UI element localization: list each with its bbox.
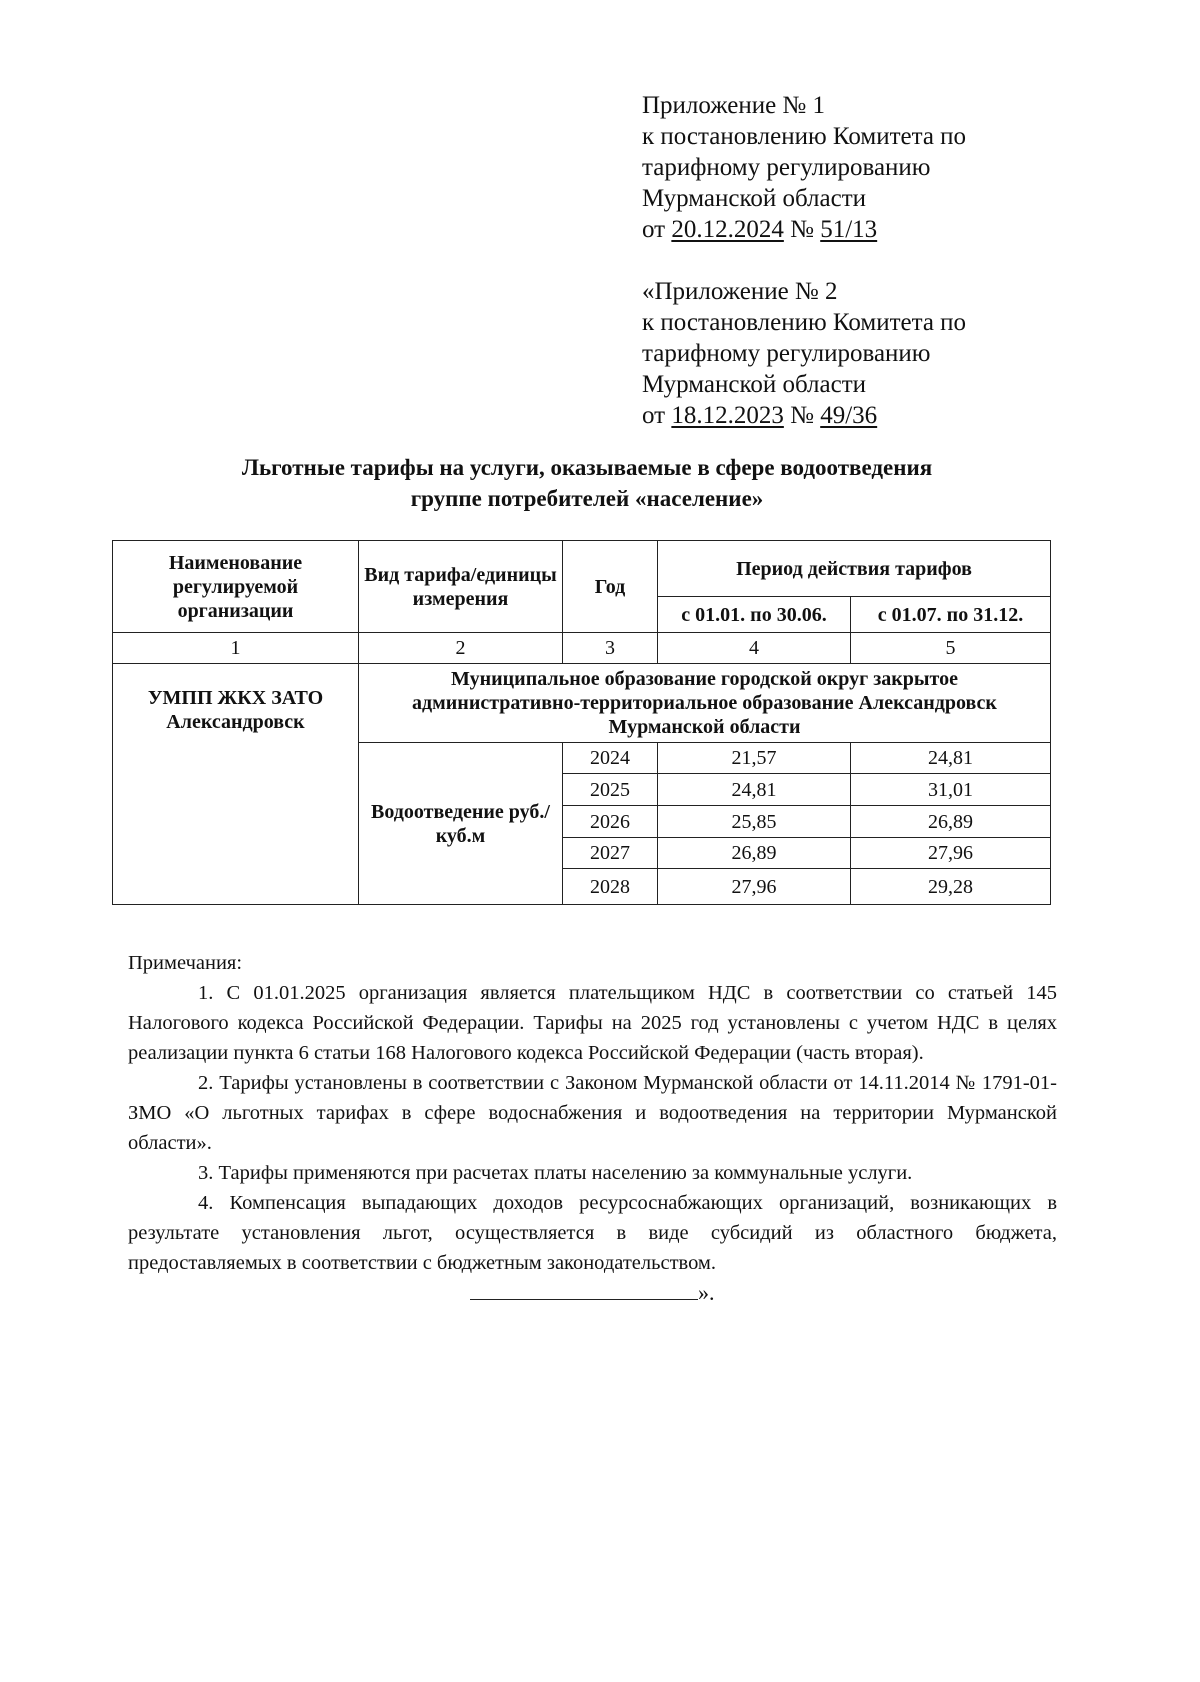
tariff-second-half: 29,28	[851, 869, 1051, 905]
note-item: 2. Тарифы установлены в соответствии с Законом Мурманской области от 14.11.2014 № 1791-01-ЗМО «О льготных тарифах в сфере водоснабжения и водоотведения на территории Мурманской области».	[128, 1072, 1057, 1154]
appendix-line: «Приложение № 2	[642, 278, 838, 305]
tariff-first-half: 26,89	[658, 838, 851, 869]
number-prefix: №	[783, 402, 821, 429]
note-item: 1. С 01.01.2025 организация является плательщиком НДС в соответствии со статьей 145 Налогового кодекса Российской Федерации. Тарифы на 2025 год установлены с учетом НДС в целях реализации пункта 6 статьи 168 Налогового кодекса Российской Федерации (часть вторая).	[128, 982, 1057, 1064]
year-cell: 2024	[563, 743, 658, 774]
notes-heading: Примечания:	[128, 952, 243, 974]
year-cell: 2025	[563, 774, 658, 806]
header-year: Год	[563, 541, 658, 633]
header-period: Период действия тарифов	[658, 541, 1051, 597]
title-line: группе потребителей «население»	[410, 486, 764, 511]
appendix-line: Мурманской области	[642, 185, 867, 212]
date-prefix: от	[642, 402, 672, 429]
appendix-line: тарифному регулированию	[642, 340, 931, 367]
appendix-line: к постановлению Комитета по	[642, 123, 967, 150]
appendix-line: тарифному регулированию	[642, 154, 931, 181]
appendix-date-line	[642, 214, 966, 245]
column-number: 1	[113, 633, 359, 664]
resolution-number: 51/13	[820, 216, 878, 243]
date-prefix: от	[642, 216, 672, 243]
tariff-second-half: 31,01	[851, 774, 1051, 806]
year-cell: 2027	[563, 838, 658, 869]
tariff-table	[112, 540, 1051, 905]
column-number: 5	[851, 633, 1051, 664]
closing-quote: ».	[698, 1280, 715, 1305]
municipality-name: Муниципальное образование городской округ закрытое административно-территориальное образование Александровск Мурманской области	[359, 664, 1051, 743]
header-second-half: с 01.07. по 31.12.	[851, 597, 1051, 633]
tariff-first-half: 27,96	[658, 869, 851, 905]
header-organization: Наименование регулируемой организации	[113, 541, 359, 633]
column-number: 3	[563, 633, 658, 664]
column-number: 2	[359, 633, 563, 664]
note-item: 3. Тарифы применяются при расчетах платы населению за коммунальные услуги.	[198, 1162, 913, 1184]
document-title	[112, 452, 1062, 514]
notes-section	[128, 948, 1057, 1278]
tariff-first-half: 21,57	[658, 743, 851, 774]
appendix-date-line	[642, 400, 966, 431]
year-cell: 2026	[563, 806, 658, 838]
tariff-first-half: 24,81	[658, 774, 851, 806]
appendix-line: к постановлению Комитета по	[642, 309, 967, 336]
tariff-second-half: 26,89	[851, 806, 1051, 838]
note-item: 4. Компенсация выпадающих доходов ресурсоснабжающих организаций, возникающих в результате установления льгот, осуществляется в виде субсидий из областного бюджета, предоставляемых в соответствии с бюджетным законодательством.	[128, 1192, 1057, 1274]
column-number: 4	[658, 633, 851, 664]
resolution-date: 20.12.2024	[671, 216, 784, 243]
appendix-2-block	[642, 276, 966, 431]
tariff-first-half: 25,85	[658, 806, 851, 838]
tariff-second-half: 24,81	[851, 743, 1051, 774]
service-type: Водоотведение руб./куб.м	[359, 743, 563, 905]
signature-rule	[470, 1281, 698, 1300]
appendix-line: Мурманской области	[642, 371, 867, 398]
appendix-line: Приложение № 1	[642, 92, 826, 119]
resolution-date: 18.12.2023	[671, 402, 784, 429]
header-tariff-type: Вид тарифа/единицы измерения	[359, 541, 563, 633]
closing-line	[470, 1280, 715, 1306]
title-line: Льготные тарифы на услуги, оказываемые в сфере водоотведения	[241, 455, 933, 480]
header-first-half: с 01.01. по 30.06.	[658, 597, 851, 633]
number-prefix: №	[783, 216, 821, 243]
appendix-1-block	[642, 90, 966, 245]
tariff-second-half: 27,96	[851, 838, 1051, 869]
year-cell: 2028	[563, 869, 658, 905]
resolution-number: 49/36	[820, 402, 878, 429]
organization-name: УМПП ЖКХ ЗАТО Александровск	[113, 664, 359, 905]
